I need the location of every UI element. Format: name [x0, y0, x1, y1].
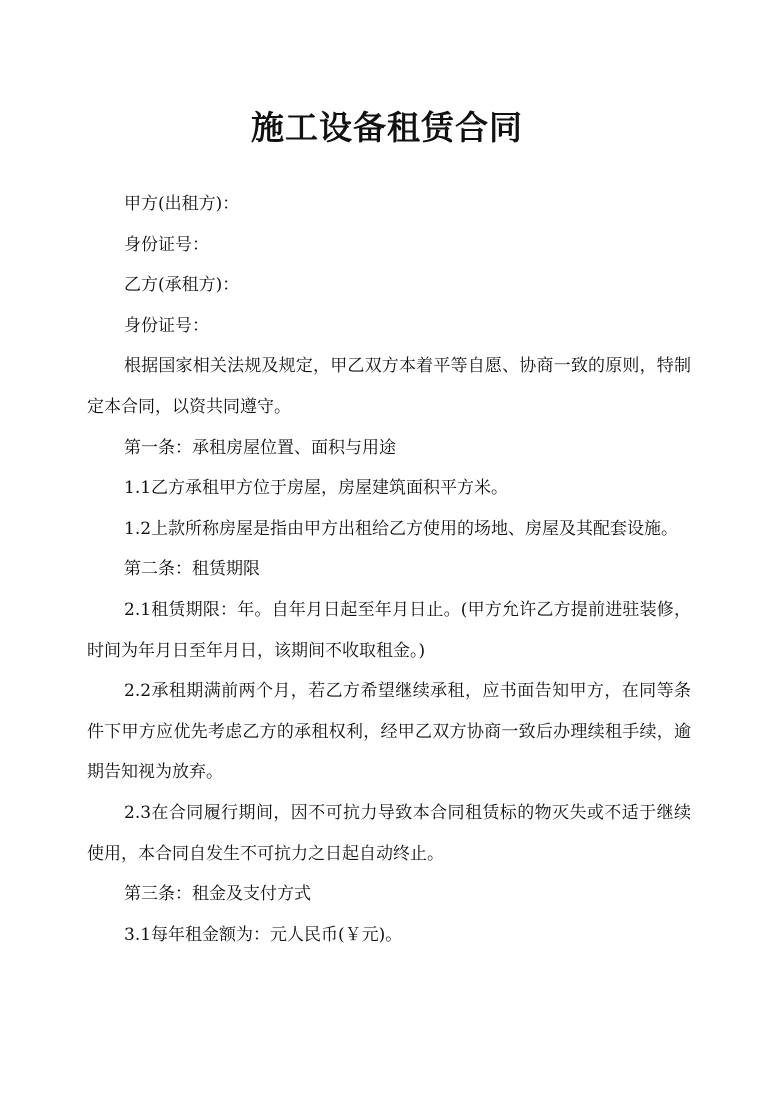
clause-2-3: 2.3在合同履行期间，因不可抗力导致本合同租赁标的物灭失或不适于继续使用，本合同自发生不可抗力之日起自动终止。: [87, 802, 691, 864]
article-2-heading: 第二条：租赁期限: [124, 559, 260, 580]
party-a-line: 甲方(出租方)：: [124, 194, 240, 214]
document-title: 施工设备租赁合同: [251, 108, 523, 147]
party-b-id-line: 身份证号：: [124, 315, 209, 336]
article-1-heading: 第一条：承租房屋位置、面积与用途: [124, 437, 396, 458]
article-3-heading: 第三条：租金及支付方式: [124, 884, 311, 905]
clause-2-2: 2.2承租期满前两个月，若乙方希望继续承租，应书面告知甲方，在同等条件下甲方应优先考虑乙方的承租权利，经甲乙双方协商一致后办理续租手续，逾期告知视为放弃。: [87, 681, 691, 783]
document-body: [87, 184, 691, 955]
clause-1-1: 1.1乙方承租甲方位于房屋，房屋建筑面积平方米。: [124, 478, 509, 499]
preamble-paragraph: 根据国家相关法规及规定，甲乙双方本着平等自愿、协商一致的原则，特制定本合同，以资共同遵守。: [87, 356, 691, 417]
clause-2-1: 2.1租赁期限：年。自年月日起至年月日止。(甲方允许乙方提前进驻装修，时间为年月日至年月日，该期间不收取租金。): [87, 599, 691, 661]
clause-3-1: 3.1每年租金额为：元人民币(￥元)。: [124, 924, 403, 945]
party-a-id-line: 身份证号：: [124, 234, 209, 255]
party-b-line: 乙方(承租方)：: [124, 275, 240, 296]
clause-1-2: 1.2上款所称房屋是指由甲方出租给乙方使用的场地、房屋及其配套设施。: [124, 518, 679, 539]
